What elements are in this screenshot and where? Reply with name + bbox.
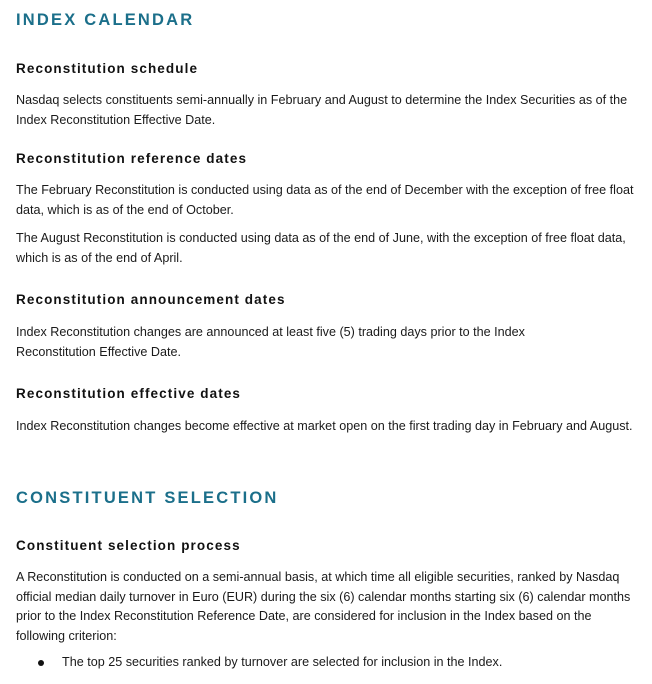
index-calendar-title: INDEX CALENDAR [16,11,195,29]
constituent-selection-title: CONSTITUENT SELECTION [16,489,279,507]
bullet-icon [38,660,44,666]
reference-dates-text-february: The February Reconstitution is conducted using data as of the end of December with the exception of free float data, which is as of the end of October. [16,183,634,217]
announcement-dates-heading: Reconstitution announcement dates [16,292,286,307]
selection-process-heading: Constituent selection process [16,538,241,553]
reference-dates-text-august: The August Reconstitution is conducted using data as of the end of June, with the exception of free float data, which is as of the end of April. [16,231,626,265]
reconstitution-schedule-text: Nasdaq selects constituents semi-annually in February and August to determine the Index Securities as of the Index Reconstitution Effective Date. [16,93,628,127]
effective-dates-text: Index Reconstitution changes become effective at market open on the first trading day in February and August. [16,419,633,433]
list-item-text: The top 25 securities ranked by turnover are selected for inclusion in the Index. [62,655,503,669]
effective-dates-heading: Reconstitution effective dates [16,386,242,401]
announcement-dates-text: Index Reconstitution changes are announced at least five (5) trading days prior to the Index Reconstitution Effective Date. [16,325,525,359]
reference-dates-heading: Reconstitution reference dates [16,151,248,166]
selection-process-text: A Reconstitution is conducted on a semi-annual basis, at which time all eligible securities, ranked by Nasdaq official median daily turnover in Euro (EUR) during the six (6) calendar months starting six (6) calendar months prior to the Index Reconstitution Reference Date, are considered for inclusion in the Index based on the following criterion: [16,570,631,643]
reconstitution-schedule-heading: Reconstitution schedule [16,61,199,76]
